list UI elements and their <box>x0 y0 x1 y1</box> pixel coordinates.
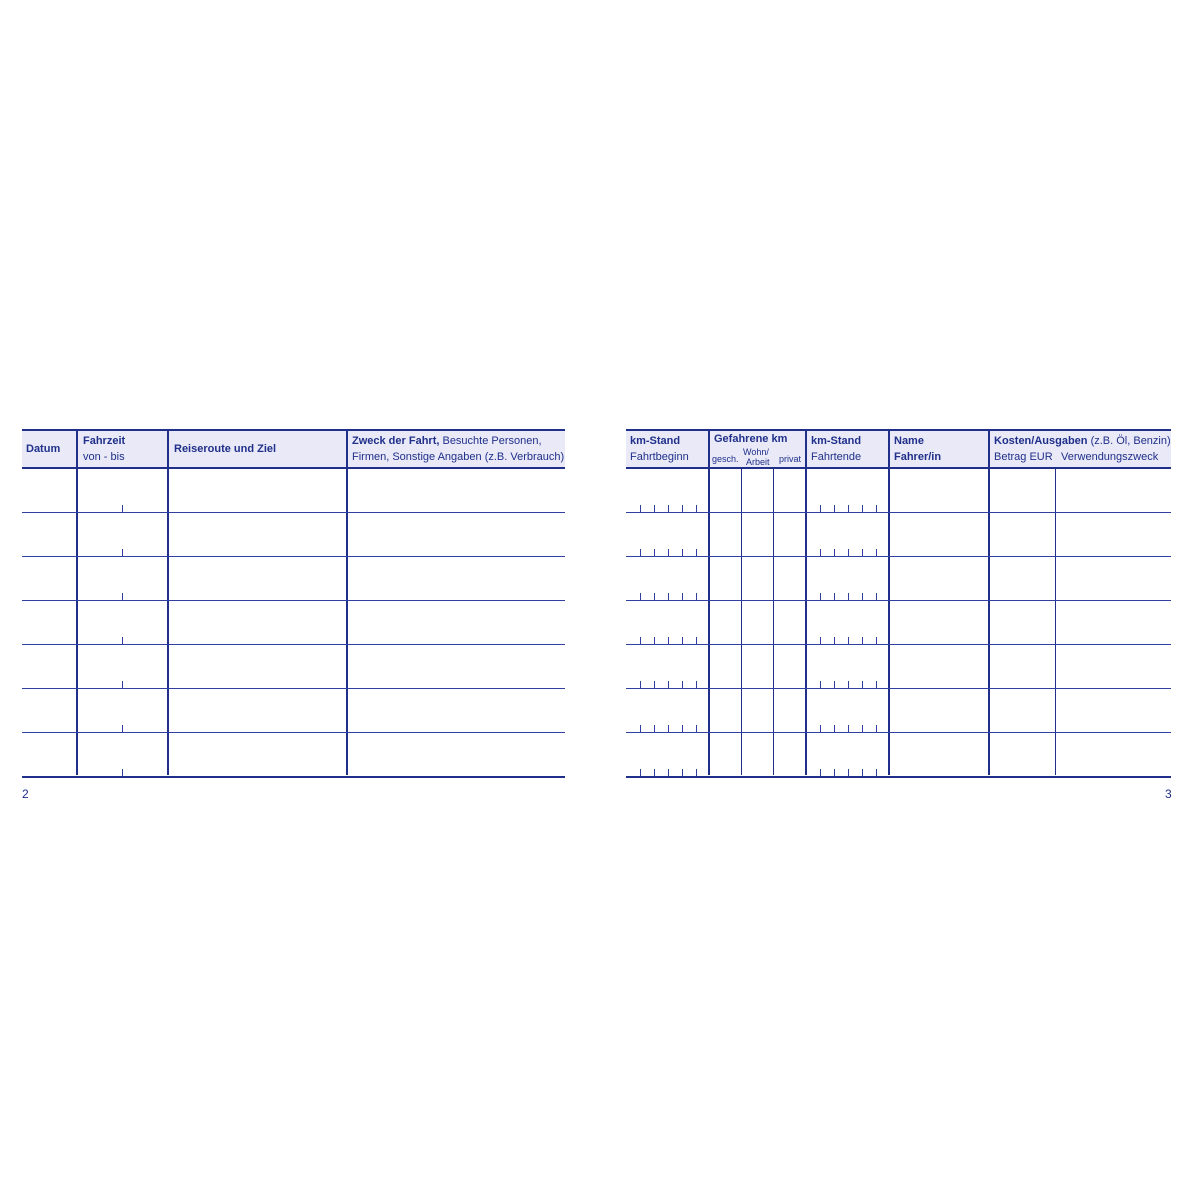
row-line <box>22 644 565 645</box>
header-datum: Datum <box>26 443 61 455</box>
digit-tick <box>862 505 863 512</box>
header-verwendungszweck: Verwendungszweck <box>1061 451 1159 463</box>
header-kmstand-begin-sub: Fahrtbeginn <box>630 451 689 463</box>
row-line <box>626 600 1171 601</box>
digit-tick <box>848 593 849 600</box>
header-zweck-line2: Firmen, Sonstige Angaben (z.B. Verbrauch) <box>352 451 565 463</box>
digit-tick <box>654 505 655 512</box>
digit-tick <box>696 725 697 732</box>
header-fahrer: Fahrer/in <box>894 451 942 463</box>
header-kosten <box>994 434 1171 449</box>
digit-tick <box>862 637 863 644</box>
digit-tick <box>848 549 849 556</box>
digit-tick <box>834 769 835 776</box>
digit-tick <box>682 681 683 688</box>
digit-tick <box>820 681 821 688</box>
digit-tick <box>876 505 877 512</box>
digit-tick <box>668 681 669 688</box>
row-line <box>626 776 1171 778</box>
digit-tick <box>640 725 641 732</box>
digit-tick <box>848 505 849 512</box>
row-line <box>626 556 1171 557</box>
column-divider <box>888 429 890 775</box>
digit-tick <box>696 505 697 512</box>
column-divider <box>167 429 169 775</box>
row-line <box>626 512 1171 513</box>
column-divider <box>988 429 990 775</box>
page-number-left: 2 <box>22 787 29 801</box>
digit-tick <box>654 725 655 732</box>
digit-tick <box>668 593 669 600</box>
digit-tick <box>654 593 655 600</box>
header-wohn: Wohn/ <box>743 447 769 457</box>
digit-tick <box>654 769 655 776</box>
digit-tick <box>122 769 123 776</box>
row-line <box>22 732 565 733</box>
digit-tick <box>682 725 683 732</box>
header-kosten-title: Kosten/Ausgaben <box>994 435 1088 447</box>
digit-tick <box>862 593 863 600</box>
digit-tick <box>820 637 821 644</box>
digit-tick <box>122 681 123 688</box>
column-divider <box>773 469 774 775</box>
digit-tick <box>640 769 641 776</box>
column-divider <box>76 429 78 775</box>
digit-tick <box>848 637 849 644</box>
page-number-right: 3 <box>1165 787 1172 801</box>
digit-tick <box>122 593 123 600</box>
digit-tick <box>820 769 821 776</box>
digit-tick <box>640 681 641 688</box>
digit-tick <box>640 549 641 556</box>
digit-tick <box>668 549 669 556</box>
digit-tick <box>654 637 655 644</box>
digit-tick <box>848 681 849 688</box>
digit-tick <box>682 593 683 600</box>
header-privat: privat <box>779 454 802 464</box>
digit-tick <box>862 725 863 732</box>
header-arbeit: Arbeit <box>746 457 770 467</box>
digit-tick <box>820 549 821 556</box>
header-fahrzeit-sub: von - bis <box>83 451 125 463</box>
digit-tick <box>876 593 877 600</box>
column-divider <box>708 429 710 775</box>
logbook-page-right <box>626 429 1171 777</box>
digit-tick <box>696 637 697 644</box>
header-kmstand-begin: km-Stand <box>630 435 681 447</box>
digit-tick <box>696 593 697 600</box>
digit-tick <box>834 725 835 732</box>
digit-tick <box>668 769 669 776</box>
digit-tick <box>820 725 821 732</box>
digit-tick <box>696 549 697 556</box>
header-zweck-line1: Besuchte Personen, <box>439 435 542 447</box>
column-divider <box>1055 469 1056 775</box>
header-reiseroute: Reiseroute und Ziel <box>174 443 277 455</box>
header-betrag: Betrag EUR <box>994 451 1053 463</box>
digit-tick <box>668 637 669 644</box>
digit-tick <box>848 769 849 776</box>
digit-tick <box>862 681 863 688</box>
digit-tick <box>640 637 641 644</box>
digit-tick <box>122 637 123 644</box>
digit-tick <box>122 725 123 732</box>
row-line <box>22 776 565 778</box>
row-line <box>626 644 1171 645</box>
digit-tick <box>876 549 877 556</box>
row-line <box>626 732 1171 733</box>
column-divider <box>741 469 742 775</box>
row-line <box>22 600 565 601</box>
header-name: Name <box>894 435 924 447</box>
digit-tick <box>834 505 835 512</box>
row-line <box>22 556 565 557</box>
digit-tick <box>876 725 877 732</box>
digit-tick <box>834 593 835 600</box>
digit-tick <box>876 681 877 688</box>
digit-tick <box>834 549 835 556</box>
digit-tick <box>668 725 669 732</box>
column-divider <box>346 429 348 775</box>
digit-tick <box>834 637 835 644</box>
digit-tick <box>640 505 641 512</box>
header-zweck-title: Zweck der Fahrt, <box>352 435 440 447</box>
logbook-page-left <box>22 429 565 777</box>
digit-tick <box>876 769 877 776</box>
digit-tick <box>696 769 697 776</box>
digit-tick <box>640 593 641 600</box>
header-kmstand-end-sub: Fahrtende <box>811 451 862 463</box>
digit-tick <box>682 549 683 556</box>
header-zweck <box>352 434 542 449</box>
digit-tick <box>682 637 683 644</box>
digit-tick <box>668 505 669 512</box>
digit-tick <box>862 549 863 556</box>
digit-tick <box>122 505 123 512</box>
row-line <box>22 512 565 513</box>
digit-tick <box>122 549 123 556</box>
header-fahrzeit: Fahrzeit <box>83 435 126 447</box>
digit-tick <box>696 681 697 688</box>
row-line <box>626 688 1171 689</box>
header-gesch: gesch. <box>712 454 739 464</box>
digit-tick <box>876 637 877 644</box>
column-divider <box>805 429 807 775</box>
digit-tick <box>820 593 821 600</box>
digit-tick <box>682 505 683 512</box>
row-line <box>22 688 565 689</box>
header-kmstand-end: km-Stand <box>811 435 862 447</box>
digit-tick <box>862 769 863 776</box>
digit-tick <box>820 505 821 512</box>
header-kosten-extra: (z.B. Öl, Benzin) <box>1087 435 1171 447</box>
digit-tick <box>682 769 683 776</box>
digit-tick <box>848 725 849 732</box>
digit-tick <box>654 681 655 688</box>
digit-tick <box>654 549 655 556</box>
header-gefahrene-km: Gefahrene km <box>714 433 788 445</box>
digit-tick <box>834 681 835 688</box>
